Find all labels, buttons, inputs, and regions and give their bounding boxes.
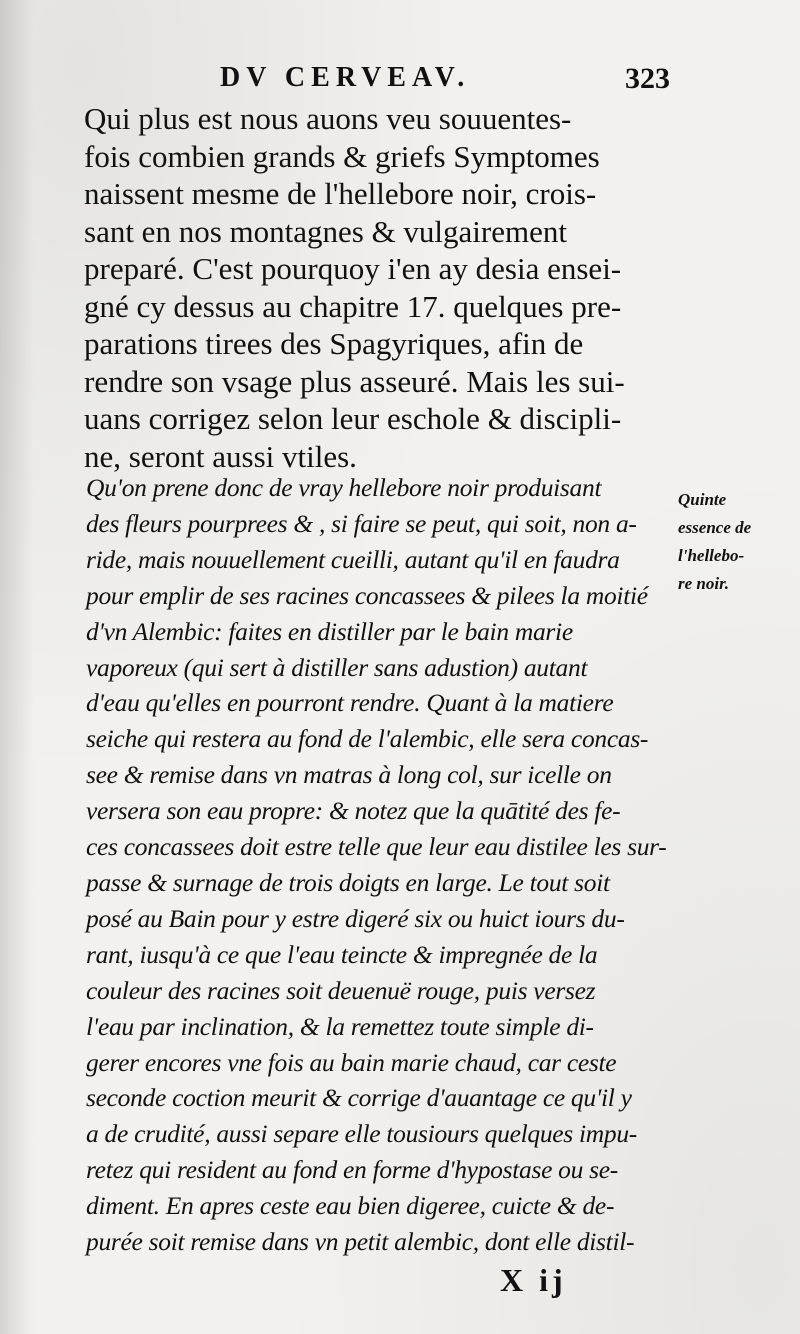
text-line: purée soit remise dans vn petit alembic, dont elle distil-	[86, 1227, 635, 1257]
text-line: posé au Bain pour y estre digeré six ou huict iours du-	[86, 903, 625, 933]
text-line: naissent mesme de l'hellebore noir, crois-	[84, 176, 597, 211]
marginal-line: Quinte	[678, 490, 727, 509]
text-line: vaporeux (qui sert à distiller sans adustion) autant	[86, 652, 588, 682]
gutter-shadow	[0, 0, 34, 1334]
text-line: ne, seront aussi vtiles.	[84, 438, 357, 474]
marginal-line: re noir.	[678, 574, 730, 593]
text-line: l'eau par inclination, & la remettez toute simple di-	[86, 1011, 594, 1041]
marginal-note	[678, 486, 793, 598]
text-line: seiche qui restera au fond de l'alembic, elle sera concas-	[86, 724, 649, 754]
text-line: Qui plus est nous auons veu souuentes-	[84, 101, 572, 136]
marginal-line: essence de	[678, 518, 752, 537]
text-line: gerer encores vne fois au bain marie chaud, car ceste	[86, 1047, 617, 1077]
running-head: DV CERVEAV.	[220, 62, 471, 93]
text-line: uans corrigez selon leur eschole & discipli-	[84, 401, 622, 436]
text-line: parations tirees des Spagyriques, afin de	[84, 326, 584, 361]
text-line: rant, iusqu'à ce que l'eau teincte & impregnée de la	[86, 939, 598, 969]
page-number: 323	[625, 62, 670, 95]
text-line: ces concassees doit estre telle que leur eau distilee les sur-	[86, 832, 667, 862]
text-line: d'vn Alembic: faites en distiller par le bain marie	[86, 616, 573, 646]
text-line: d'eau qu'elles en pourront rendre. Quant à la matiere	[86, 688, 614, 718]
text-line: rendre son vsage plus asseuré. Mais les sui-	[84, 363, 625, 399]
text-line: preparé. C'est pourquoy i'en ay desia ensei-	[84, 251, 622, 286]
roman-paragraph	[84, 100, 674, 475]
text-line: couleur des racines soit deuenuë rouge, puis versez	[86, 975, 596, 1005]
text-line: see & remise dans vn matras à long col, sur icelle on	[86, 760, 612, 790]
text-line: retez qui resident au fond en forme d'hypostase ou se-	[86, 1155, 618, 1185]
text-line: gné cy dessus au chapitre 17. quelques pre-	[84, 288, 622, 324]
text-line: sant en nos montagnes & vulgairement	[84, 213, 567, 249]
page-header	[70, 62, 670, 102]
italic-paragraph	[86, 470, 676, 1260]
text-line: ride, mais nouuellement cueilli, autant qu'il en faudra	[86, 544, 620, 574]
text-line: Qu'on prene donc de vray hellebore noir produisant	[86, 473, 602, 502]
text-line: passe & surnage de trois doigts en large. Le tout soit	[86, 867, 610, 897]
signature-mark: X ij	[500, 1262, 567, 1298]
text-line: versera son eau propre: & notez que la quātité des fe-	[86, 796, 621, 826]
text-line: pour emplir de ses racines concassees & pilees la moitié	[86, 580, 648, 610]
text-line: seconde coction meurit & corrige d'auantage ce qu'il y	[86, 1083, 632, 1113]
text-line: a de crudité, aussi separe elle tousiours quelques impu-	[86, 1119, 637, 1149]
text-line: diment. En apres ceste eau bien digeree, cuicte & de-	[86, 1191, 615, 1221]
text-line: des fleurs pourprees & , si faire se peut, qui soit, non a-	[86, 508, 637, 538]
marginal-line: l'hellebo-	[678, 546, 745, 565]
text-line: fois combien grands & griefs Symptomes	[84, 138, 600, 174]
